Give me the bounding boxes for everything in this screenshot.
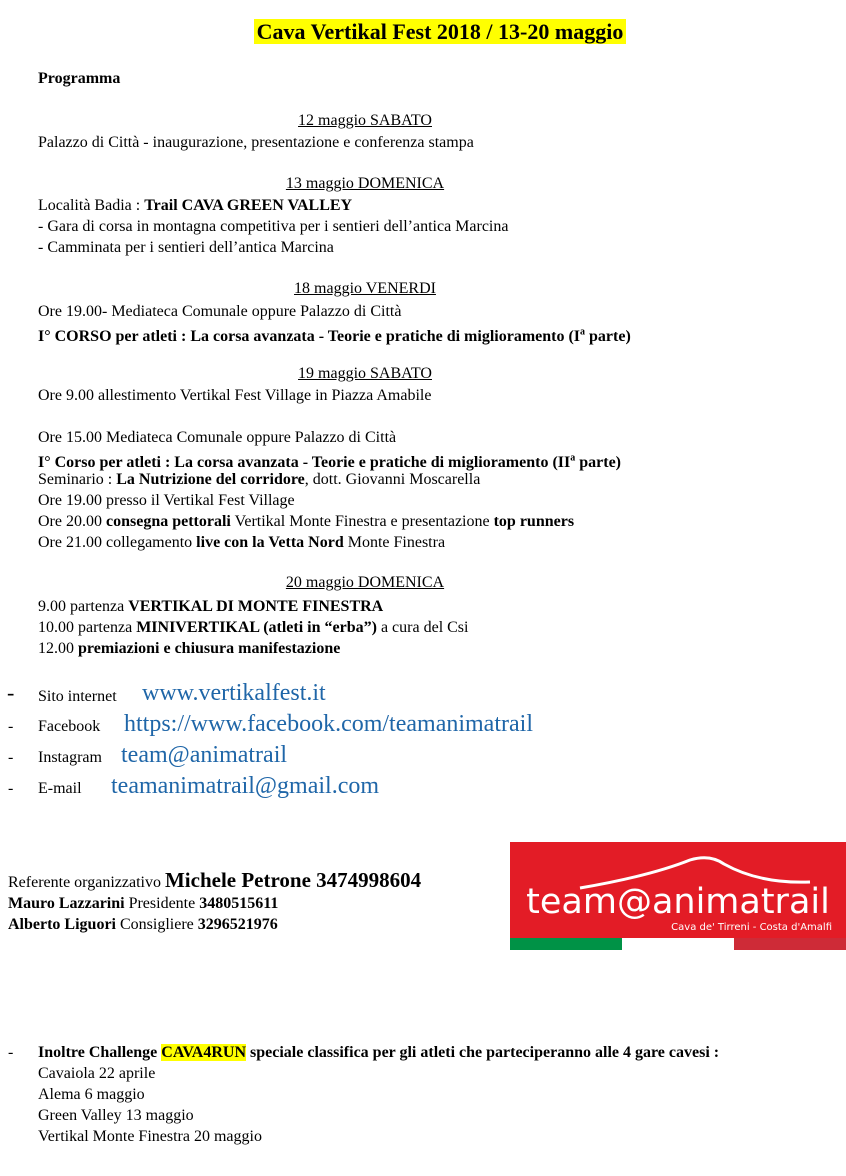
- contact-label-sito: Sito internet: [38, 688, 117, 705]
- day4-line4: Seminario : La Nutrizione del corridore, dott. Giovanni Moscarella: [38, 471, 481, 488]
- day-title-13-maggio: 13 maggio DOMENICA: [285, 175, 445, 192]
- day4-line3: I° Corso per atleti : La corsa avanzata - Teorie e pratiche di miglioramento ($II^a$ parte): [38, 453, 622, 472]
- facebook-link[interactable]: https://www.facebook.com/teamanimatrail: [124, 711, 533, 737]
- contact-dash: -: [8, 780, 14, 797]
- referente-line: Referente organizzativo Michele Petrone 3474998604: [8, 868, 422, 892]
- consigliere-line: Alberto Liguori Consigliere 3296521976: [8, 916, 278, 933]
- day5-line3: 12.00 premiazioni e chiusura manifestazione: [38, 640, 341, 657]
- contact-label-instagram: Instagram: [38, 749, 102, 766]
- email-link[interactable]: teamanimatrail@gmail.com: [111, 773, 380, 799]
- challenge-item: Cavaiola 22 aprile: [38, 1065, 156, 1082]
- day3-line1: Ore 19.00- Mediateca Comunale oppure Palazzo di Città: [38, 303, 402, 320]
- contact-dash: -: [7, 680, 15, 705]
- day4-line5: Ore 19.00 presso il Vertikal Fest Village: [38, 492, 295, 509]
- team-animatrail-logo: [510, 842, 846, 950]
- logo-text: team@animatrail: [526, 882, 830, 922]
- contact-label-email: E-mail: [38, 780, 82, 797]
- contact-dash: -: [8, 749, 14, 766]
- day-title-12-maggio: 12 maggio SABATO: [298, 112, 432, 129]
- flag-white: [622, 938, 734, 950]
- day5-line1: 9.00 partenza VERTIKAL DI MONTE FINESTRA: [38, 598, 384, 615]
- day1-line: Palazzo di Città - inaugurazione, presentazione e conferenza stampa: [38, 134, 474, 151]
- contact-label-facebook: Facebook: [38, 718, 101, 735]
- day2-item2: - Camminata per i sentieri dell’antica Marcina: [38, 239, 334, 256]
- day-title-20-maggio: 20 maggio DOMENICA: [285, 574, 445, 591]
- day2-item1: - Gara di corsa in montagna competitiva per i sentieri dell’antica Marcina: [38, 218, 509, 235]
- challenge-item: Green Valley 13 maggio: [38, 1107, 194, 1124]
- day5-line2: 10.00 partenza MINIVERTIKAL (atleti in “erba”) a cura del Csi: [38, 619, 469, 636]
- challenge-dash: -: [8, 1044, 14, 1061]
- day2-line1: Località Badia : Trail CAVA GREEN VALLEY: [38, 197, 353, 214]
- day4-line7: Ore 21.00 collegamento live con la Vetta Nord Monte Finestra: [38, 534, 446, 551]
- day-title-18-maggio: 18 maggio VENERDI: [294, 280, 436, 297]
- presidente-line: Mauro Lazzarini Presidente 3480515611: [8, 895, 279, 912]
- italian-flag-strip: [510, 938, 846, 950]
- day4-line1: Ore 9.00 allestimento Vertikal Fest Village in Piazza Amabile: [38, 387, 432, 404]
- day3-line2: I° CORSO per atleti : La corsa avanzata - Teorie e pratiche di miglioramento ($I^a$ parte): [38, 327, 631, 346]
- website-link[interactable]: www.vertikalfest.it: [142, 680, 326, 706]
- programma-heading: Programma: [38, 70, 121, 87]
- contact-dash: -: [8, 718, 14, 735]
- instagram-link[interactable]: team@animatrail: [121, 742, 288, 768]
- challenge-line: Inoltre Challenge CAVA4RUN speciale classifica per gli atleti che parteciperanno alle 4 gare cavesi :: [38, 1044, 720, 1061]
- day4-line6: Ore 20.00 consegna pettorali Vertikal Monte Finestra e presentazione top runners: [38, 513, 575, 530]
- flag-green: [510, 938, 622, 950]
- day-title-19-maggio: 19 maggio SABATO: [298, 365, 432, 382]
- challenge-item: Vertikal Monte Finestra 20 maggio: [38, 1128, 262, 1145]
- day4-line2: Ore 15.00 Mediateca Comunale oppure Palazzo di Città: [38, 429, 397, 446]
- logo-subtitle: Cava de' Tirreni - Costa d'Amalfi: [671, 922, 832, 933]
- document-title: Cava Vertikal Fest 2018 / 13-20 maggio: [0, 17, 846, 47]
- flag-red: [734, 938, 846, 950]
- challenge-item: Alema 6 maggio: [38, 1086, 145, 1103]
